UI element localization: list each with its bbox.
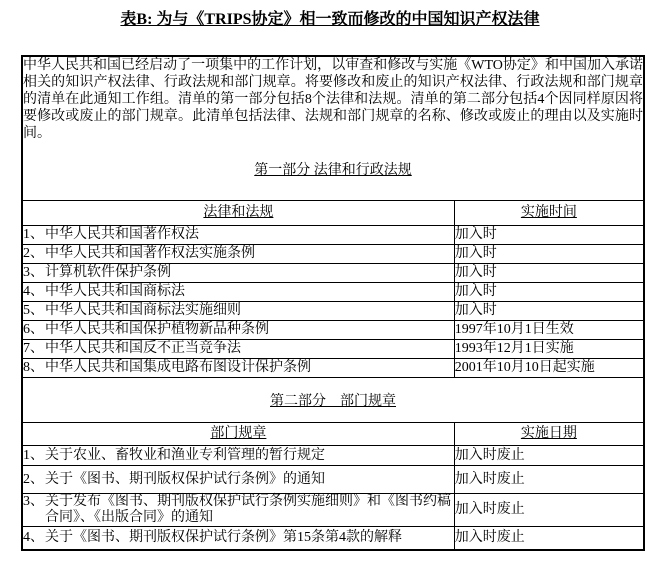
- part1-col-date-label: 实施时间: [520, 205, 577, 220]
- row-number: 1、: [23, 447, 44, 463]
- table-row: [22, 527, 644, 550]
- part1-col-name-label: 法律和法规: [203, 205, 274, 220]
- implementation-date-cell: 1993年12月1日实施: [454, 340, 644, 359]
- table-row: [22, 466, 644, 494]
- part1-header-row: [22, 201, 644, 226]
- law-name-cell: [22, 340, 454, 359]
- law-name: 中华人民共和国商标法实施细则: [45, 303, 241, 318]
- part2-col-date-label: 实施日期: [520, 426, 577, 441]
- law-name: 中华人民共和国保护植物新品种条例: [45, 322, 269, 337]
- intro-paragraph: 中华人民共和国已经启动了一项集中的工作计划，以审查和修改与实施《WTO协定》和中国加入承诺相关的知识产权法律、行政法规和部门规章。将要修改和废止的知识产权法律、行政法规和部门规章的清单在此通知工作组。清单的第一部分包括8个法律和法规。清单的第二部分包括4个因同样原因将要修改或废止的部门规章。此清单包括法律、法规和部门规章的名称、修改或废止的理由以及实施时间。: [23, 58, 643, 141]
- row-number: 5、: [23, 303, 44, 318]
- row-number: 2、: [23, 246, 44, 261]
- law-name: 中华人民共和国商标法: [45, 284, 185, 299]
- intro-cell: [22, 56, 644, 201]
- implementation-date-cell: 加入时废止: [454, 527, 644, 550]
- row-number: 3、: [23, 494, 44, 509]
- implementation-date-cell: 加入时: [454, 264, 644, 283]
- intro-row: [22, 56, 644, 201]
- law-name-cell: [22, 245, 454, 264]
- law-name: 计算机软件保护条例: [45, 265, 171, 280]
- table-row: [22, 321, 644, 340]
- row-number: 8、: [23, 360, 44, 375]
- law-name-cell: [22, 302, 454, 321]
- row-number: 3、: [23, 265, 44, 280]
- table-row: [22, 359, 644, 378]
- table-row: [22, 302, 644, 321]
- implementation-date-cell: 加入时: [454, 283, 644, 302]
- implementation-date-cell: 加入时废止: [454, 466, 644, 494]
- table-row: [22, 340, 644, 359]
- law-name: 中华人民共和国集成电路布图设计保护条例: [45, 360, 311, 375]
- law-name: 中华人民共和国著作权法: [45, 227, 199, 242]
- table-row: [22, 446, 644, 466]
- law-name-cell: [22, 359, 454, 378]
- implementation-date-cell: 加入时: [454, 226, 644, 245]
- implementation-date-cell: 加入时: [454, 245, 644, 264]
- row-number: 6、: [23, 322, 44, 337]
- part1-heading-text: 第一部分 法律和行政法规: [254, 163, 412, 178]
- rule-name: 关于农业、畜牧业和渔业专利管理的暂行规定: [45, 447, 325, 463]
- implementation-date-cell: 1997年10月1日生效: [454, 321, 644, 340]
- row-number: 4、: [23, 284, 44, 299]
- rule-name-cell: [22, 494, 454, 527]
- page-title-text: 表B: 为与《TRIPS协定》相一致而修改的中国知识产权法律: [120, 11, 540, 28]
- page-title: [0, 9, 660, 31]
- part2-heading-text: 第二部分 部门规章: [270, 394, 396, 409]
- rule-name: 关于《图书、期刊版权保护试行条例》第15条第4款的解释: [45, 529, 402, 545]
- law-name-cell: [22, 283, 454, 302]
- implementation-date-cell: 2001年10月10日起实施: [454, 359, 644, 378]
- law-name: 中华人民共和国著作权法实施条例: [45, 246, 255, 261]
- part1-col-name-header: [22, 201, 454, 226]
- row-number: 2、: [23, 471, 44, 487]
- rule-name-cell: [22, 466, 454, 494]
- part2-header-row: [22, 423, 644, 446]
- rule-name: 关于《图书、期刊版权保护试行条例》的通知: [45, 471, 325, 487]
- law-name-cell: [22, 226, 454, 245]
- law-name-cell: [22, 321, 454, 340]
- part1-col-date-header: [454, 201, 644, 226]
- part2-col-date-header: [454, 423, 644, 446]
- implementation-date-cell: 加入时: [454, 302, 644, 321]
- part2-col-name-header: [22, 423, 454, 446]
- rule-name-cell: [22, 446, 454, 466]
- rule-name: 关于发布《图书、期刊版权保护试行条例实施细则》和《图书约稿合同》、《出版合同》的通知: [45, 494, 451, 525]
- row-number: 4、: [23, 529, 44, 545]
- table-row: [22, 264, 644, 283]
- trips-laws-table: [21, 55, 645, 551]
- implementation-date-cell: 加入时废止: [454, 446, 644, 466]
- part2-heading: [22, 378, 644, 423]
- table-row: [22, 283, 644, 302]
- rule-name-cell: [22, 527, 454, 550]
- row-number: 7、: [23, 341, 44, 356]
- table-row: [22, 226, 644, 245]
- law-name: 中华人民共和国反不正当竞争法: [45, 341, 241, 356]
- law-name-cell: [22, 264, 454, 283]
- part2-col-name-label: 部门规章: [210, 426, 267, 441]
- table-row: [22, 245, 644, 264]
- row-number: 1、: [23, 227, 44, 242]
- implementation-date-cell: 加入时废止: [454, 494, 644, 527]
- table-row: [22, 494, 644, 527]
- part1-heading: [23, 159, 643, 179]
- part2-heading-row: [22, 378, 644, 423]
